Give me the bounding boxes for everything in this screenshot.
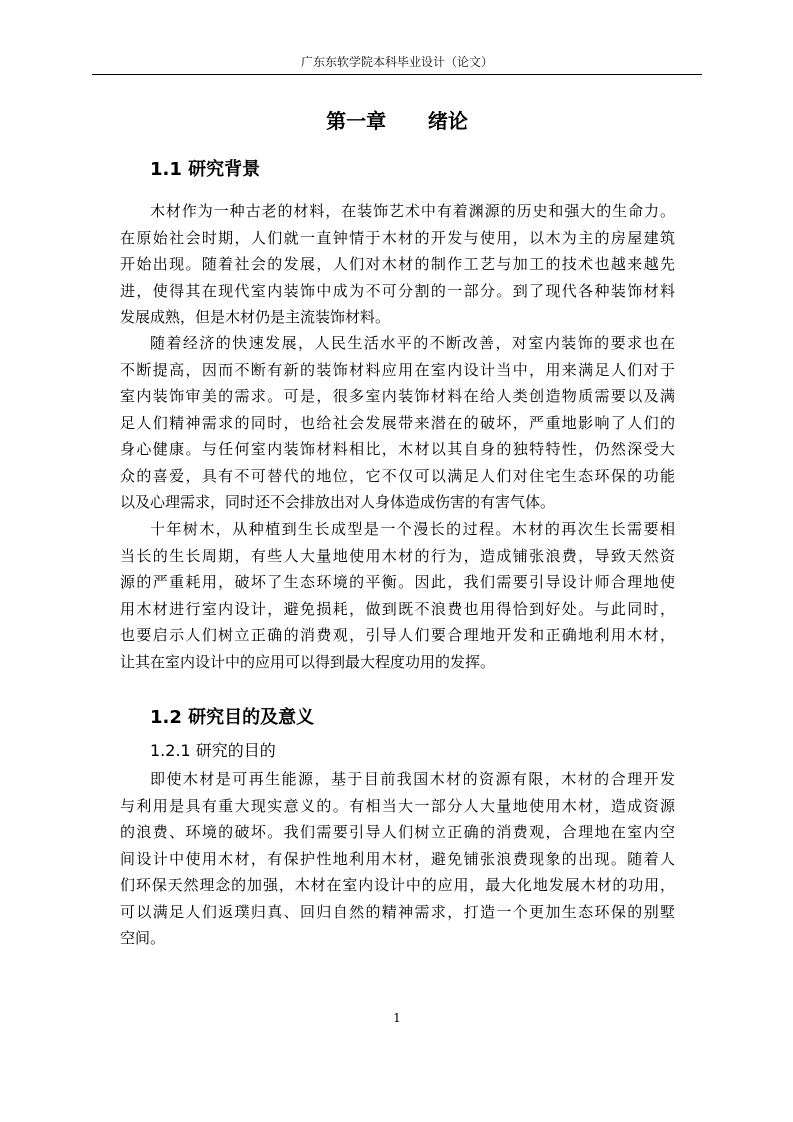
text-line: 间设计中使用木材，有保护性地利用木材，避免铺张浪费现象的出现。随着人 [120,849,675,868]
text-line: 进，使得其在现代室内装饰中成为不可分割的一部分。到了现代各种装饰材料 [120,281,675,300]
text-line: 即使木材是可再生能源，基于目前我国木材的资源有限，木材的合理开发 [150,770,675,788]
text-line: 们环保天然理念的加强，木材在室内设计中的应用，最大化地发展木材的功用， [120,876,675,894]
page-header: 广东东软学院本科毕业设计（论文） [92,52,702,75]
text-line: 用木材进行室内设计，避免损耗，做到既不浪费也用得恰到好处。与此同时， [120,599,675,618]
page-number: 1 [393,1011,401,1025]
text-line: 源的严重耗用，破坏了生态环境的平衡。因此，我们需要引导设计师合理地使 [120,573,675,591]
section-heading-1-1: 1.1 研究背景 [150,159,261,180]
paragraph-background-3 [120,516,675,675]
text-line: 可以满足人们返璞归真、回归自然的精神需求，打造一个更加生态环保的别墅 [120,902,675,921]
text-line: 木材作为一种古老的材料，在装饰艺术中有着渊源的历史和强大的生命力。 [150,202,675,220]
section-heading-1-2: 1.2 研究目的及意义 [150,707,315,728]
text-line: 以及心理需求，同时还不会排放出对人身体造成伤害的有害气体。 [120,493,556,511]
paragraph-purpose-1 [120,766,675,952]
text-line: 室内装饰审美的需求。可是，很多室内装饰材料在给人类创造物质需要以及满 [120,387,675,405]
text-line: 让其在室内设计中的应用可以得到最大程度功用的发挥。 [120,652,496,671]
text-line: 众的喜爱，具有不可替代的地位，它不仅可以满足人们对住宅生态环保的功能 [120,466,675,485]
text-line: 十年树木，从种植到生长成型是一个漫长的过程。木材的再次生长需要相 [150,520,675,538]
text-line: 的浪费、环境的破坏。我们需要引导人们树立正确的消费观，合理地在室内空 [120,823,675,841]
paragraph-background-1 [120,198,675,331]
text-line: 发展成熟，但是木材仍是主流装饰材料。 [120,308,391,326]
text-line: 不断提高，因而不断有新的装饰材料应用在室内设计当中，用来满足人们对于 [120,360,675,379]
subsection-heading-1-2-1: 1.2.1 研究的目的 [150,741,276,760]
text-line: 与利用是具有重大现实意义的。有相当大一部分人大量地使用木材，造成资源 [120,796,675,815]
paragraph-background-2 [120,330,675,516]
text-line: 足人们精神需求的同时，也给社会发展带来潜在的破坏，严重地影响了人们的 [120,413,675,432]
text-line: 随着经济的快速发展，人民生活水平的不断改善，对室内装饰的要求也在 [150,334,675,352]
text-line: 空间。 [120,929,166,947]
text-line: 身心健康。与任何室内装饰材料相比，木材以其自身的独特特性，仍然深受大 [120,440,675,458]
chapter-title: 第一章 绪论 [326,109,468,133]
text-line: 开始出现。随着社会的发展，人们对木材的制作工艺与加工的技术也越来越先 [120,255,675,273]
text-line: 当长的生长周期，有些人大量地使用木材的行为，造成铺张浪费，导致天然资 [120,546,675,565]
text-line: 在原始社会时期，人们就一直钟情于木材的开发与使用，以木为主的房屋建筑 [120,228,675,247]
text-line: 也要启示人们树立正确的消费观，引导人们要合理地开发和正确地利用木材， [120,626,675,644]
